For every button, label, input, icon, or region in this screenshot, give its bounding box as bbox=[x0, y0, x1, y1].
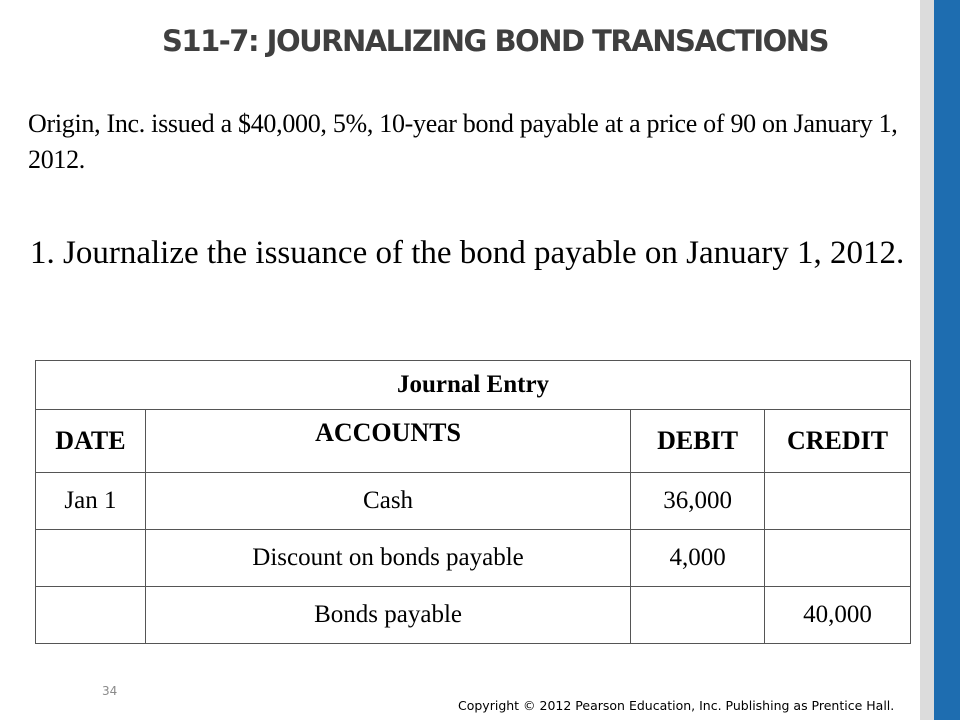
side-bar-accent bbox=[934, 0, 960, 720]
side-bar-grey bbox=[920, 0, 934, 720]
row-date bbox=[36, 530, 146, 587]
row-account: Bonds payable bbox=[145, 587, 630, 644]
row-account: Discount on bonds payable bbox=[145, 530, 630, 587]
row-debit bbox=[631, 587, 765, 644]
table-caption-row bbox=[36, 361, 911, 410]
table-row bbox=[36, 587, 911, 644]
header-debit: DEBIT bbox=[631, 410, 765, 473]
page-number: 34 bbox=[102, 684, 118, 698]
header-credit: CREDIT bbox=[765, 410, 911, 473]
table-row bbox=[36, 473, 911, 530]
table-row bbox=[36, 530, 911, 587]
copyright-notice: Copyright © 2012 Pearson Education, Inc. Publishing as Prentice Hall. bbox=[458, 698, 895, 713]
row-date: Jan 1 bbox=[36, 473, 146, 530]
header-date: DATE bbox=[36, 410, 146, 473]
row-credit bbox=[765, 473, 911, 530]
table-header-row bbox=[36, 410, 911, 473]
row-debit: 4,000 bbox=[631, 530, 765, 587]
question-text: 1. Journalize the issuance of the bond payable on January 1, 2012. bbox=[30, 235, 905, 271]
row-credit bbox=[765, 530, 911, 587]
problem-statement: Origin, Inc. issued a $40,000, 5%, 10-year bond payable at a price of 90 on January 1, 2012. bbox=[28, 109, 898, 174]
journal-entry-table bbox=[35, 360, 911, 644]
slide-title: S11-7: JOURNALIZING BOND TRANSACTIONS bbox=[162, 24, 828, 58]
row-debit: 36,000 bbox=[631, 473, 765, 530]
row-credit: 40,000 bbox=[765, 587, 911, 644]
header-accounts: ACCOUNTS bbox=[145, 410, 630, 473]
row-date bbox=[36, 587, 146, 644]
row-account: Cash bbox=[145, 473, 630, 530]
table-caption: Journal Entry bbox=[36, 361, 911, 410]
